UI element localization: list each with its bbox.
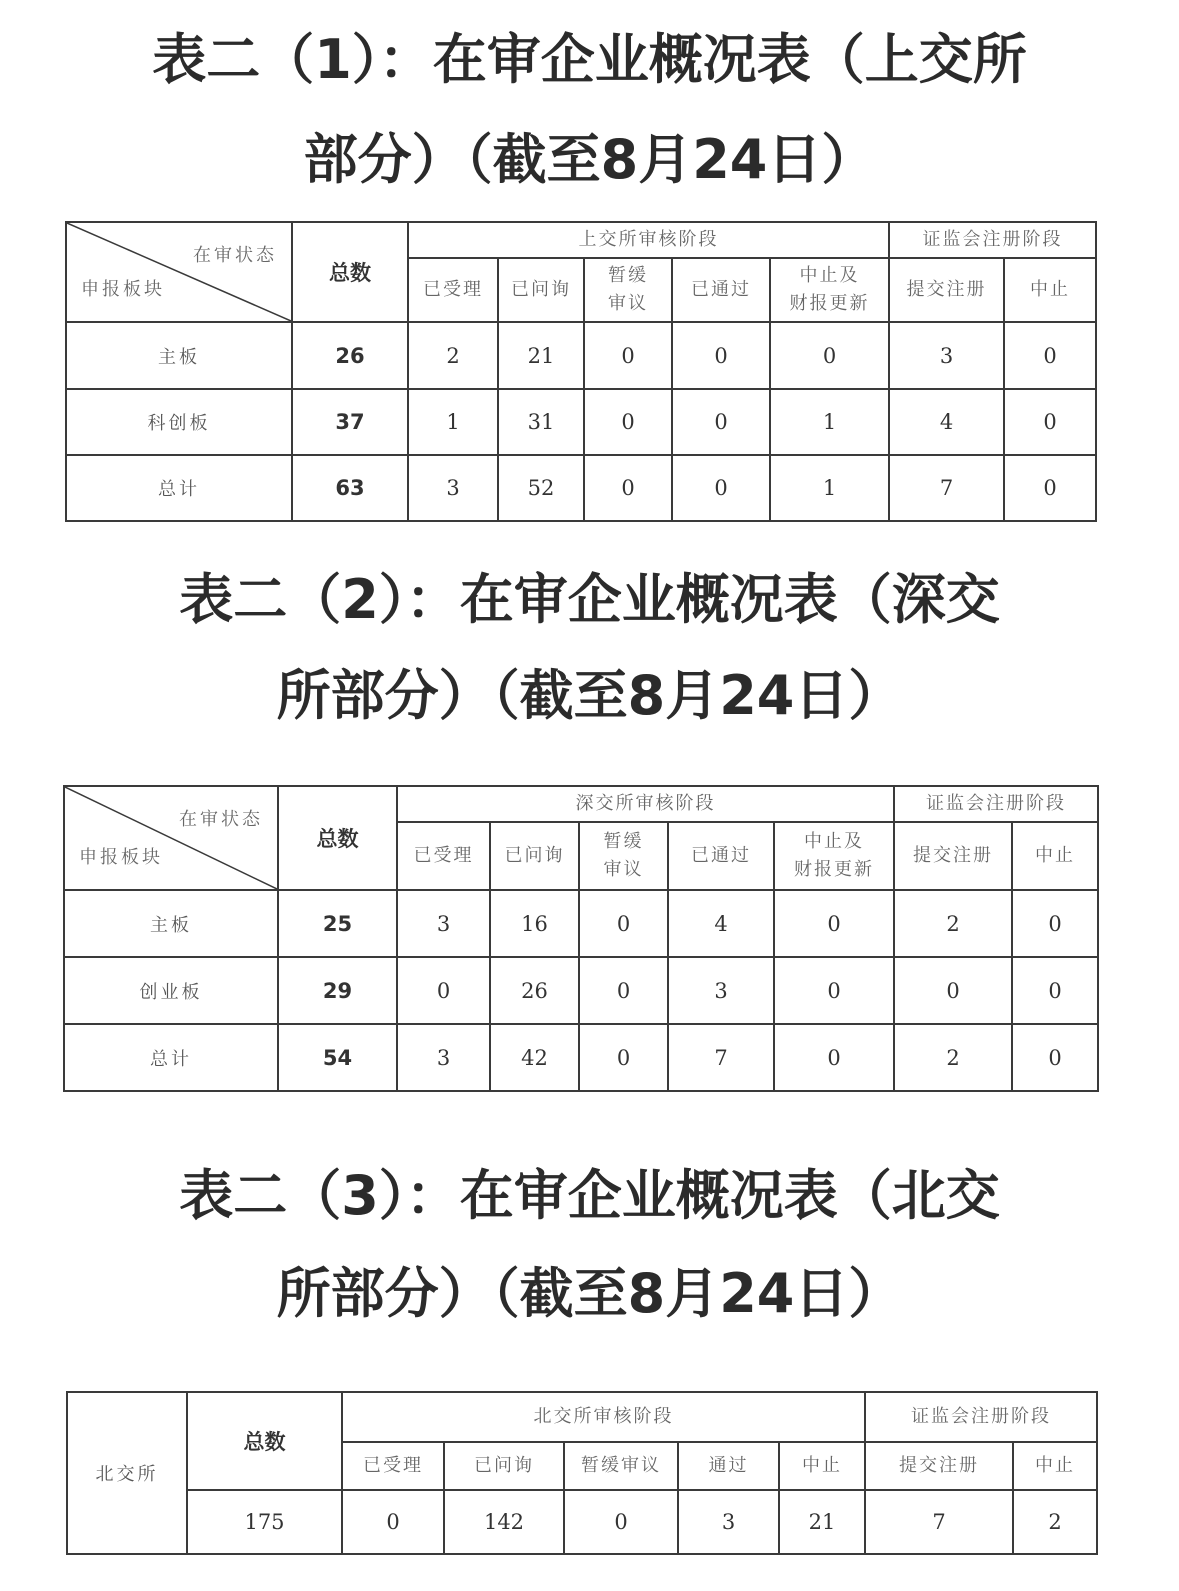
row-total: 175	[187, 1490, 342, 1554]
table-row	[64, 1024, 1098, 1091]
table1-stage-header: 上交所审核阶段	[408, 222, 889, 258]
cell: 0	[584, 322, 672, 389]
table2-total-header: 总数	[278, 786, 397, 890]
cell: 3	[397, 890, 490, 957]
cell: 42	[490, 1024, 579, 1091]
cell: 0	[1004, 322, 1096, 389]
row-label: 主板	[66, 322, 292, 389]
table1-col-header: 中止及 财报更新	[770, 258, 889, 322]
table2-csrc-header: 证监会注册阶段	[894, 786, 1098, 822]
cell: 4	[668, 890, 774, 957]
table-row	[64, 890, 1098, 957]
table2-col-header: 提交注册	[894, 822, 1012, 890]
cell: 1	[770, 455, 889, 521]
table2-title-line2: 所部分）（截至8月24日）	[276, 664, 903, 727]
cell: 0	[1004, 389, 1096, 455]
cell: 21	[779, 1490, 865, 1554]
cell: 0	[770, 322, 889, 389]
table-row	[64, 957, 1098, 1024]
table3-title-line1: 表二（3）：在审企业概况表（北交	[179, 1164, 1000, 1227]
row-total: 29	[278, 957, 397, 1024]
cell: 16	[490, 890, 579, 957]
cell: 2	[894, 890, 1012, 957]
cell: 0	[1012, 957, 1098, 1024]
row-total: 54	[278, 1024, 397, 1091]
table1-col-header: 中止	[1004, 258, 1096, 322]
cell: 7	[865, 1490, 1013, 1554]
cell: 26	[490, 957, 579, 1024]
table3-col-header: 已受理	[342, 1442, 444, 1490]
table3-title-line2: 所部分）（截至8月24日）	[276, 1262, 903, 1325]
table3-col-header: 中止	[1013, 1442, 1097, 1490]
row-total: 37	[292, 389, 408, 455]
table2-corner-top: 在审状态	[179, 809, 263, 830]
cell: 0	[672, 455, 770, 521]
cell: 142	[444, 1490, 564, 1554]
cell: 0	[1012, 1024, 1098, 1091]
cell: 0	[584, 389, 672, 455]
cell: 7	[668, 1024, 774, 1091]
table1-corner-cell	[66, 222, 292, 322]
row-total: 25	[278, 890, 397, 957]
table2	[63, 785, 1099, 1092]
cell: 0	[1012, 890, 1098, 957]
table2-corner-cell	[64, 786, 278, 890]
cell: 3	[889, 322, 1004, 389]
table2-corner-diagonal	[65, 787, 277, 889]
table2-col-header: 中止	[1012, 822, 1098, 890]
row-label: 主板	[64, 890, 278, 957]
table3-col-header: 提交注册	[865, 1442, 1013, 1490]
table2-col-header: 已通过	[668, 822, 774, 890]
table3-total-header: 总数	[187, 1392, 342, 1490]
table2-corner-bottom: 申报板块	[79, 847, 163, 868]
row-total: 63	[292, 455, 408, 521]
table2-stage-header: 深交所审核阶段	[397, 786, 894, 822]
cell: 0	[584, 455, 672, 521]
table3	[66, 1391, 1098, 1555]
cell: 4	[889, 389, 1004, 455]
cell: 0	[894, 957, 1012, 1024]
cell: 2	[408, 322, 498, 389]
table1-csrc-header: 证监会注册阶段	[889, 222, 1096, 258]
table-row	[67, 1490, 1097, 1554]
table1-col-header: 暂缓 审议	[584, 258, 672, 322]
table2-col-header: 暂缓 审议	[579, 822, 668, 890]
table1-col-header: 已受理	[408, 258, 498, 322]
table-row	[66, 322, 1096, 389]
table3-csrc-header: 证监会注册阶段	[865, 1392, 1097, 1442]
cell: 0	[774, 890, 894, 957]
cell: 0	[579, 957, 668, 1024]
cell: 3	[397, 1024, 490, 1091]
table3-col-header: 通过	[678, 1442, 779, 1490]
cell: 21	[498, 322, 584, 389]
table1-col-header: 已通过	[672, 258, 770, 322]
table3-col-header: 暂缓审议	[564, 1442, 678, 1490]
table1-title-line1: 表二（1）：在审企业概况表（上交所	[152, 28, 1027, 91]
cell: 0	[397, 957, 490, 1024]
cell: 1	[770, 389, 889, 455]
cell: 52	[498, 455, 584, 521]
table1-corner-diagonal	[67, 223, 291, 321]
cell: 0	[774, 957, 894, 1024]
cell: 0	[672, 322, 770, 389]
cell: 0	[1004, 455, 1096, 521]
cell: 0	[579, 1024, 668, 1091]
table3-row-label: 北交所	[67, 1392, 187, 1554]
table1-corner-top: 在审状态	[193, 245, 277, 266]
table1-total-header: 总数	[292, 222, 408, 322]
table2-col-header: 已受理	[397, 822, 490, 890]
table2-col-header: 已问询	[490, 822, 579, 890]
table1-col-header: 已问询	[498, 258, 584, 322]
row-label: 科创板	[66, 389, 292, 455]
cell: 2	[894, 1024, 1012, 1091]
table1-corner-bottom: 申报板块	[81, 279, 165, 300]
cell: 3	[408, 455, 498, 521]
row-label: 总计	[64, 1024, 278, 1091]
table3-col-header: 已问询	[444, 1442, 564, 1490]
cell: 3	[668, 957, 774, 1024]
row-label: 总计	[66, 455, 292, 521]
cell: 0	[774, 1024, 894, 1091]
row-total: 26	[292, 322, 408, 389]
cell: 31	[498, 389, 584, 455]
cell: 2	[1013, 1490, 1097, 1554]
table-row	[66, 455, 1096, 521]
table3-col-header: 中止	[779, 1442, 865, 1490]
row-label: 创业板	[64, 957, 278, 1024]
table1	[65, 221, 1097, 522]
cell: 0	[672, 389, 770, 455]
cell: 0	[579, 890, 668, 957]
table3-stage-header: 北交所审核阶段	[342, 1392, 865, 1442]
table2-title-line1: 表二（2）：在审企业概况表（深交	[179, 568, 1000, 631]
cell: 7	[889, 455, 1004, 521]
cell: 3	[678, 1490, 779, 1554]
table1-col-header: 提交注册	[889, 258, 1004, 322]
table1-title-line2: 部分）（截至8月24日）	[303, 128, 876, 191]
table2-col-header: 中止及 财报更新	[774, 822, 894, 890]
table-row	[66, 389, 1096, 455]
cell: 1	[408, 389, 498, 455]
cell: 0	[564, 1490, 678, 1554]
cell: 0	[342, 1490, 444, 1554]
